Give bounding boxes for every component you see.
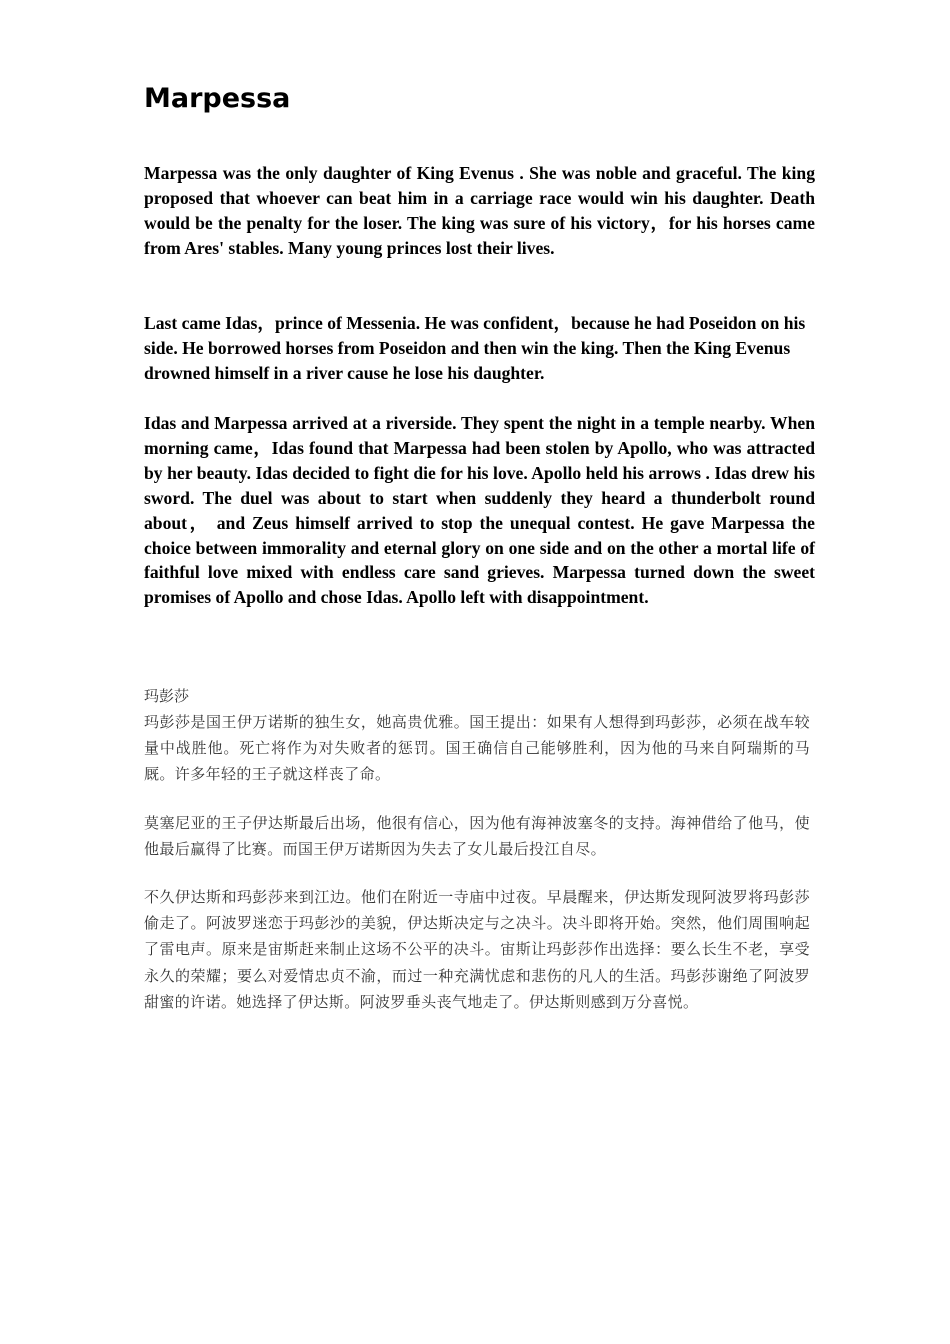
english-paragraph-1: Marpessa was the only daughter of King Evenus . She was noble and graceful. The king proposed that whoever can beat him in a carriage race would win his daughter. Death would be the penalty for the loser. The king was sure of his victory，for his horses came from Ares' stables. Many young princes lost their lives. xyxy=(144,163,815,258)
chinese-paragraph-2: 莫塞尼亚的王子伊达斯最后出场，他很有信心，因为他有海神波塞冬的支持。海神借给了他马，使他最后赢得了比赛。而国王伊万诺斯因为失去了女儿最后投江自尽。 xyxy=(144,814,810,859)
chinese-title: 玛彭莎 xyxy=(144,687,190,705)
page-title: Marpessa xyxy=(144,83,291,114)
english-paragraph-3: Idas and Marpessa arrived at a riverside. They spent the night in a temple nearby. When morning came，Idas found that Marpessa had been stolen by Apollo, who was attracted by her beauty. Idas decided to fight die for his love. Apollo held his arrows . Idas drew his sword. The duel was about to start when suddenly they heard a thunderbolt round about， and Zeus himself arrived to stop the unequal contest. He gave Marpessa the choice between immorality and eternal glory on one side and on the other a mortal life of faithful love mixed with endless care sand grieves. Marpessa turned down the sweet promises of Apollo and chose Idas. Apollo left with disappointment. xyxy=(144,413,815,608)
chinese-paragraph-3: 不久伊达斯和玛彭莎来到江边。他们在附近一寺庙中过夜。早晨醒来，伊达斯发现阿波罗将玛彭莎偷走了。阿波罗迷恋于玛彭沙的美貌，伊达斯决定与之决斗。决斗即将开始。突然，他们周围响起了雷电声。原来是宙斯赶来制止这场不公平的决斗。宙斯让玛彭莎作出选择：要么长生不老，享受永久的荣耀；要么对爱情忠贞不渝，而过一种充满忧虑和悲伤的凡人的生活。玛彭莎谢绝了阿波罗甜蜜的许诺。她选择了伊达斯。阿波罗垂头丧气地走了。伊达斯则感到万分喜悦。 xyxy=(144,888,810,1011)
chinese-paragraph-1: 玛彭莎是国王伊万诺斯的独生女，她高贵优雅。国王提出：如果有人想得到玛彭莎，必须在战车较量中战胜他。死亡将作为对失败者的惩罚。国王确信自己能够胜利，因为他的马来自阿瑞斯的马厩。许多年轻的王子就这样丧了命。 xyxy=(144,713,810,784)
english-paragraph-2: Last came Idas，prince of Messenia. He was confident，because he had Poseidon on his side. He borrowed horses from Poseidon and then win the king. Then the King Evenus drowned himself in a river cause he lose his daughter. xyxy=(144,313,806,383)
